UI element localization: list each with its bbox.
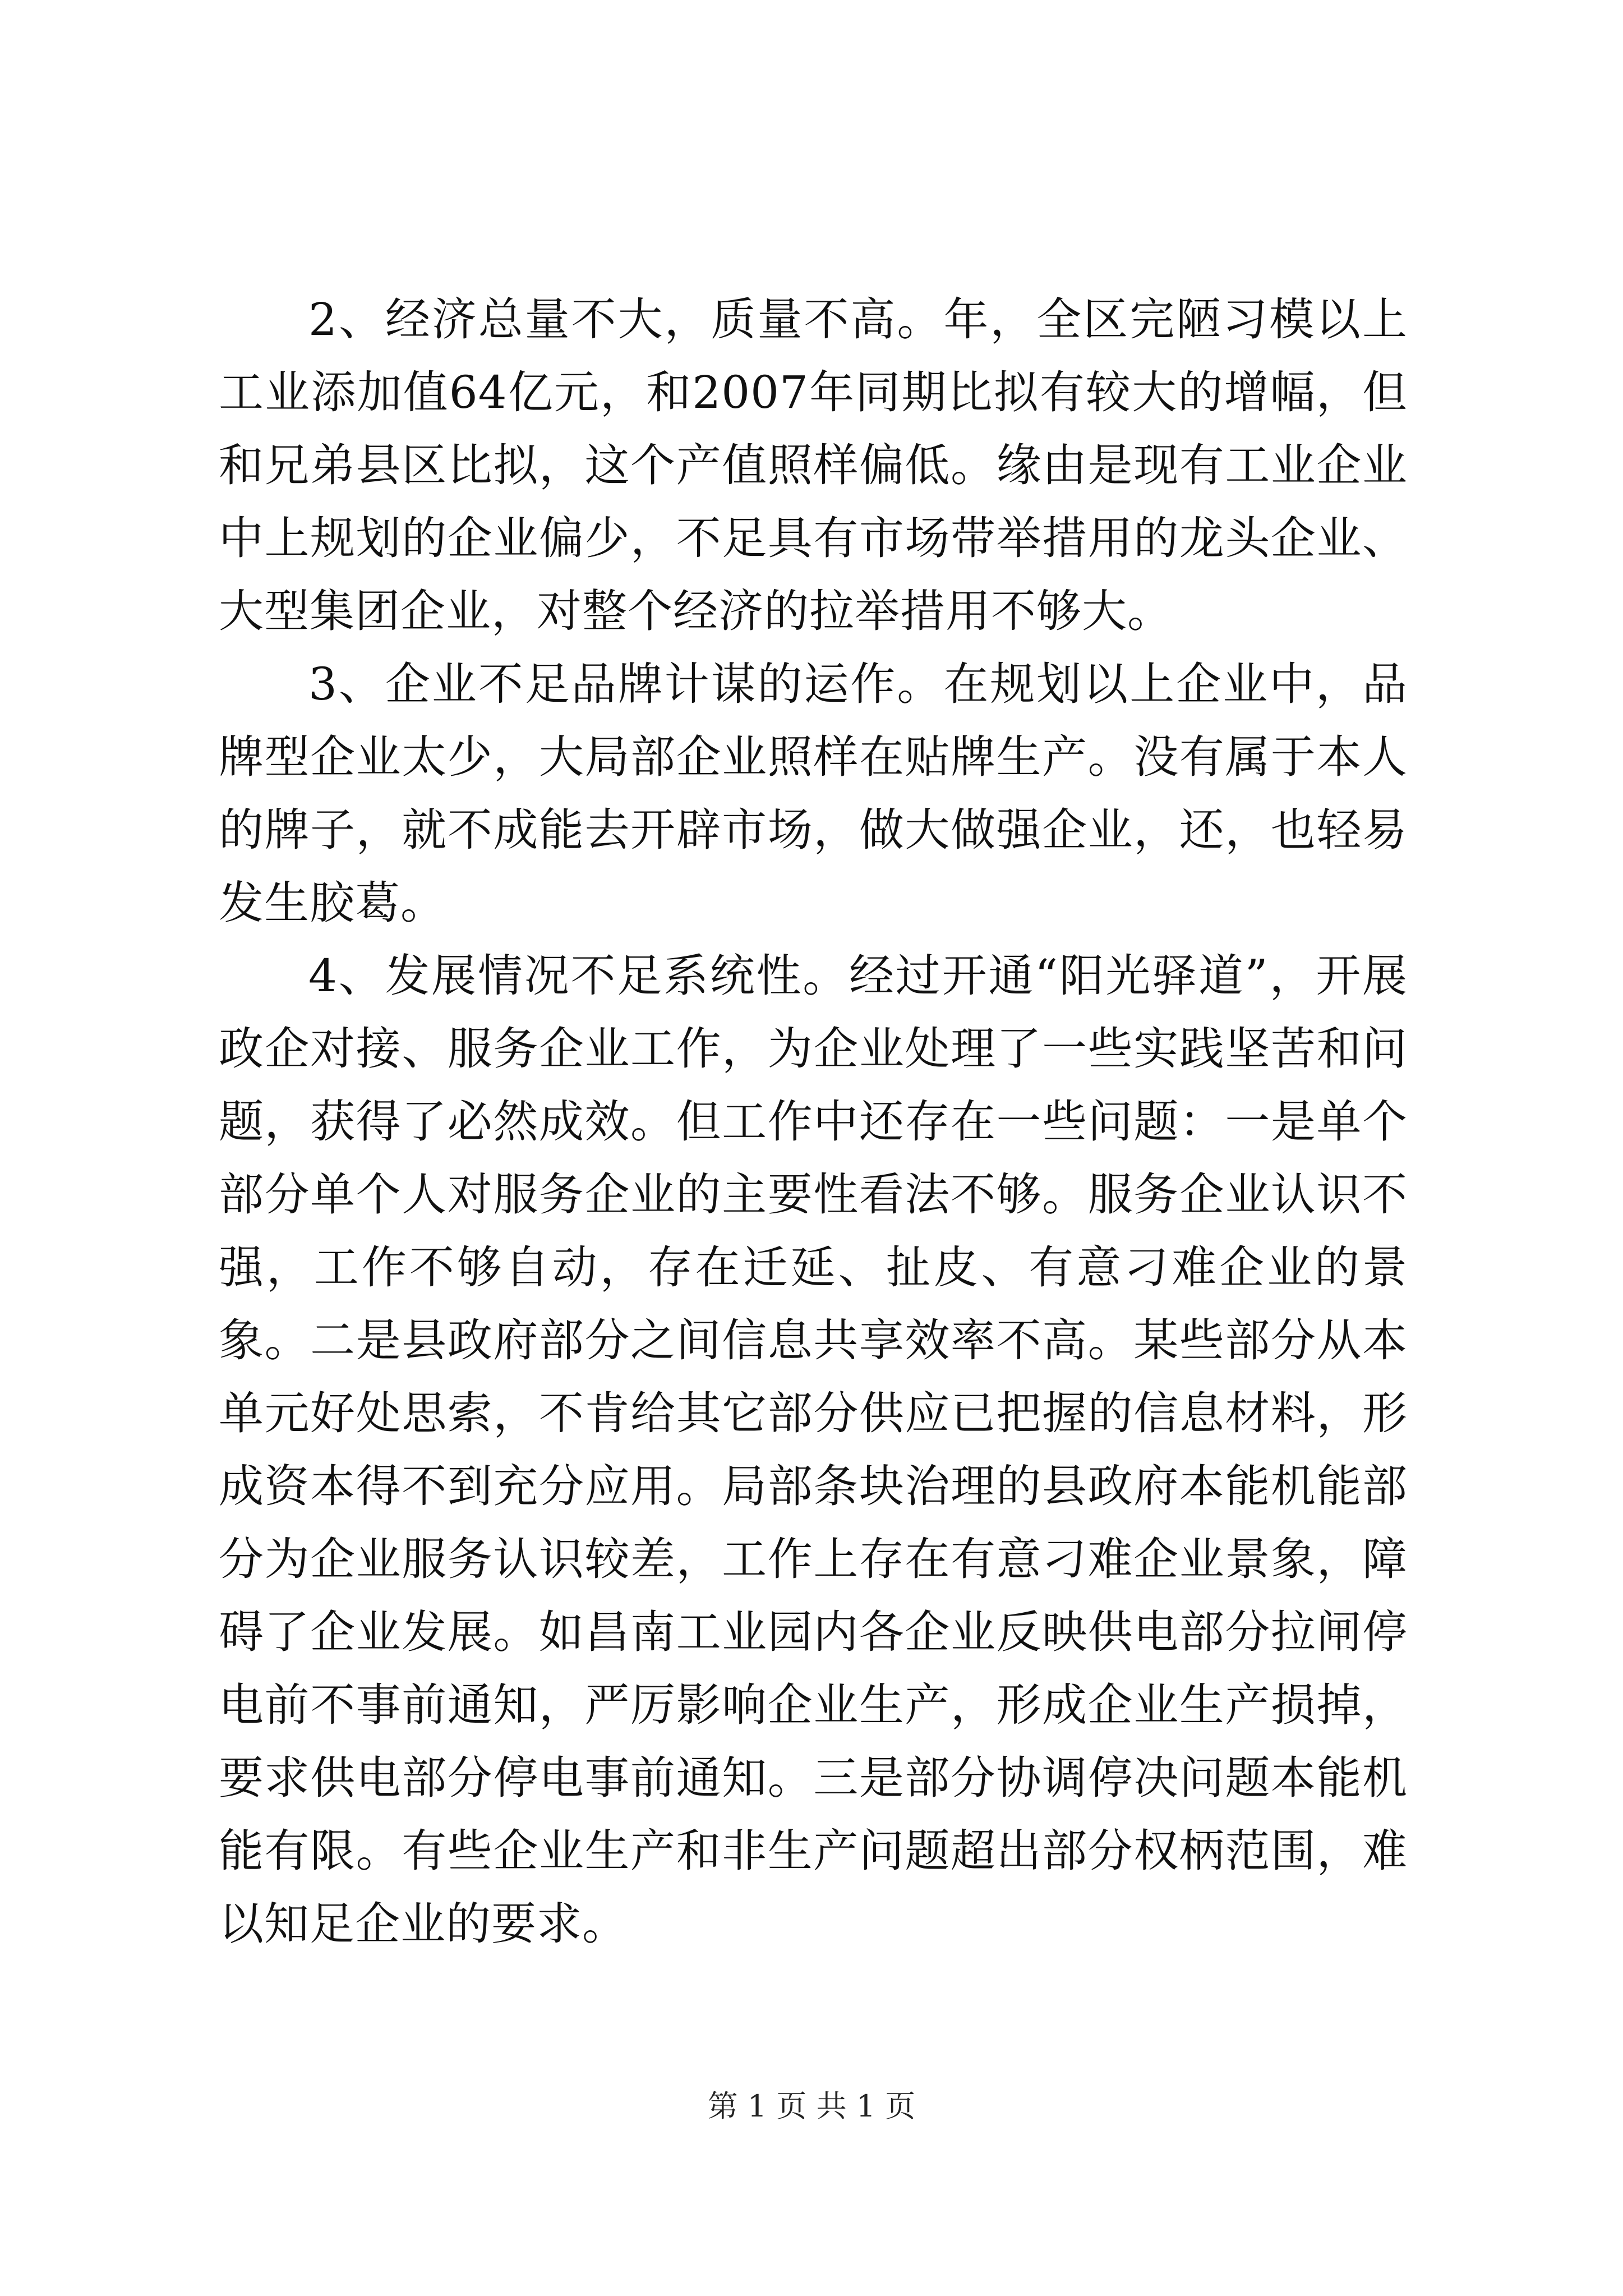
document-body xyxy=(219,283,1408,1961)
page-footer: 第 1 页 共 1 页 xyxy=(707,2088,916,2124)
paragraph-brand-strategy: 3、企业不足品牌计谋的运作。在规划以上企业中，品牌型企业太少，大局部企业照样在贴牌生产。没有属于本人的牌子，就不成能去开辟市场，做大做强企业，还，也轻易发生胶葛。 xyxy=(219,658,1408,929)
paragraph-development-environment: 4、发展情况不足系统性。经过开通“阳光驿道”，开展政企对接、服务企业工作，为企业处理了一些实践坚苦和问题，获得了必然成效。但工作中还存在一些问题：一是单个部分单个人对服务企业的主要性看法不够。服务企业认识不强，工作不够自动，存在迁延、扯皮、有意刁难企业的景象。二是县政府部分之间信息共享效率不高。某些部分从本单元好处思索，不肯给其它部分供应已把握的信息材料，形成资本得不到充分应用。局部条块治理的县政府本能机能部分为企业服务认识较差，工作上存在有意刁难企业景象，障碍了企业发展。如昌南工业园内各企业反映供电部分拉闸停电前不事前通知，严厉影响企业生产，形成企业生产损掉，要求供电部分停电事前通知。三是部分协调停决问题本能机能有限。有些企业生产和非生产问题超出部分权柄范围，难以知足企业的要求。 xyxy=(219,950,1408,1950)
paragraph-economic-scale: 2、经济总量不大，质量不高。年，全区完陋习模以上工业添加值64亿元，和2007年同期比拟有较大的增幅，但和兄弟县区比拟，这个产值照样偏低。缘由是现有工业企业中上规划的企业偏少，不足具有市场带举措用的龙头企业、大型集团企业，对整个经济的拉举措用不够大。 xyxy=(219,293,1408,637)
